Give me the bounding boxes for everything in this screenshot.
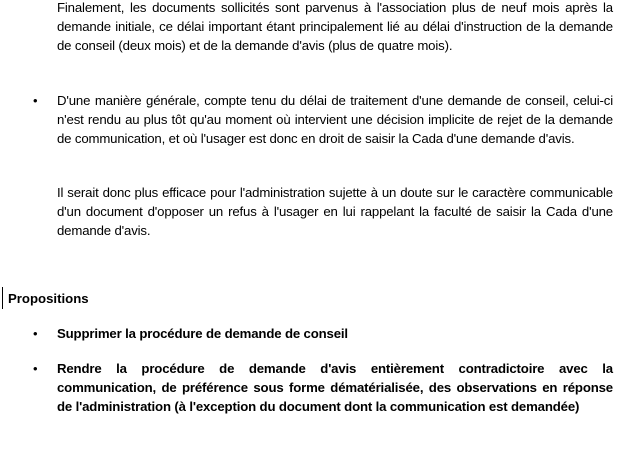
section-marker-rule bbox=[2, 287, 3, 309]
bullet-icon: • bbox=[33, 361, 38, 376]
propositions-title: Propositions bbox=[8, 291, 89, 306]
paragraph-finalement: Finalement, les documents sollicités sont parvenus à l'association plus de neuf mois après la demande initiale, ce délai important étant principalement lié au délai d'instruction de la demande de conseil (deux mois) et de la demande d'avis (plus de quatre mois). bbox=[57, 0, 613, 53]
bullet-icon: • bbox=[33, 326, 38, 341]
paragraph-plus-efficace: Il serait donc plus efficace pour l'administration sujette à un doute sur le caractère communicable d'un document d'opposer un refus à l'usager en lui rappelant la faculté de saisir la Cada d'une demande d'avis. bbox=[57, 185, 613, 238]
proposition-item: Rendre la procédure de demande d'avis entièrement contradictoire avec la communication, de préférence sous forme dématérialisée, des observations en réponse de l'administration (à l'exception du document dont la communication est demandée) bbox=[57, 361, 613, 414]
proposition-item: Supprimer la procédure de demande de conseil bbox=[57, 326, 348, 341]
bullet-icon: • bbox=[33, 93, 38, 108]
paragraph-maniere-generale: D'une manière générale, compte tenu du délai de traitement d'une demande de conseil, celui-ci n'est rendu au plus tôt qu'au moment où intervient une décision implicite de rejet de la demande de communication, et où l'usager est donc en droit de saisir la Cada d'une demande d'avis. bbox=[57, 93, 613, 146]
